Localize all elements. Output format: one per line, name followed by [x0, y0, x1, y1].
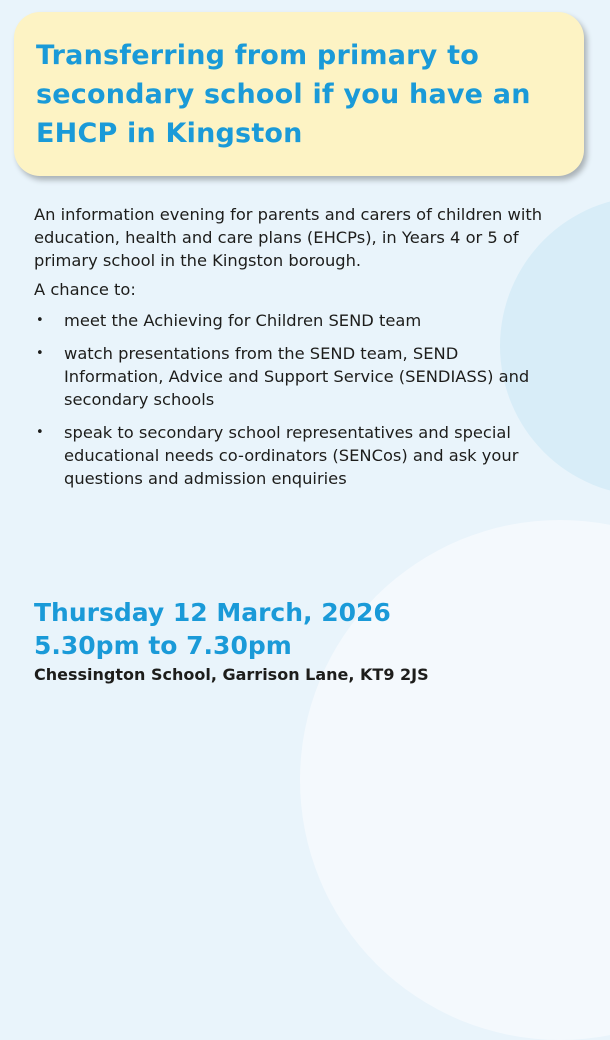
event-datetime [34, 596, 391, 662]
event-date: Thursday 12 March, 2026 [34, 598, 391, 627]
list-item: • meet the Achieving for Children SEND team [34, 309, 554, 332]
list-item: • speak to secondary school representatives and special educational needs co-ordinators (SENCos) and ask your questions and admission enquiries [34, 421, 554, 490]
event-time: 5.30pm to 7.30pm [34, 631, 292, 660]
chance-heading: A chance to: [34, 280, 136, 299]
intro-paragraph: An information evening for parents and carers of children with education, health and care plans (EHCPs), in Years 4 or 5 of primary school in the Kingston borough. [34, 205, 543, 270]
event-venue: Chessington School, Garrison Lane, KT9 2JS [34, 665, 429, 684]
page-title: Transferring from primary to secondary school if you have an EHCP in Kingston [36, 40, 531, 149]
bullet-list [34, 309, 554, 490]
event-description [34, 203, 554, 500]
list-item: • watch presentations from the SEND team, SEND Information, Advice and Support Service (SENDIASS) and secondary schools [34, 342, 554, 411]
title-box [14, 12, 584, 176]
